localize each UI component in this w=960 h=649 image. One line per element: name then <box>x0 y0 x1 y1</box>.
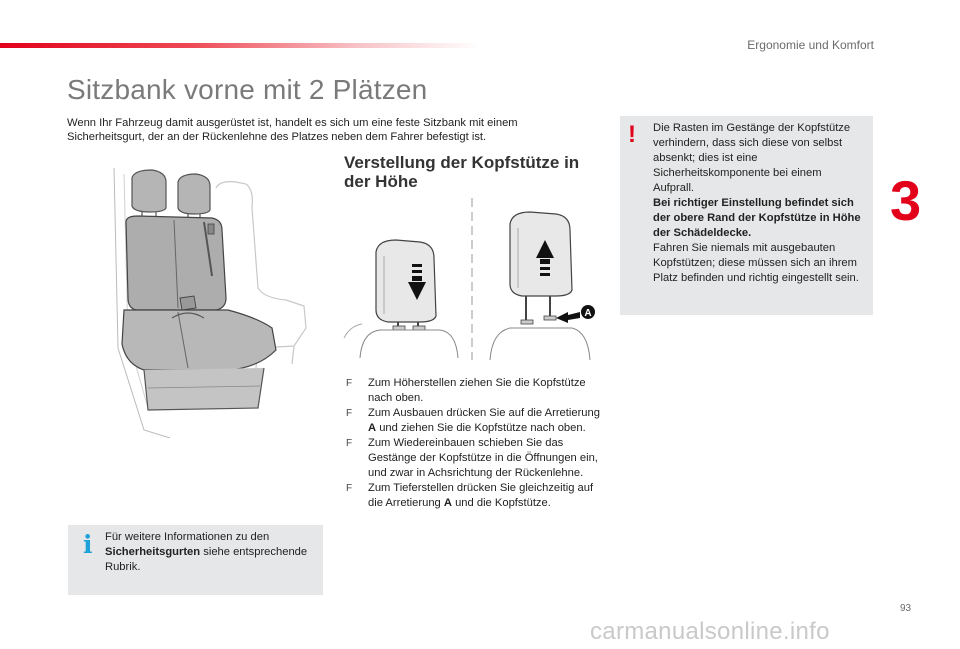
page-number: 93 <box>900 603 912 614</box>
info-text-before: Für weitere Informationen zu den <box>105 531 270 543</box>
instruction-steps <box>346 376 602 511</box>
seat-bench-illustration <box>108 168 312 438</box>
headrest-adjustment-illustration <box>340 198 602 362</box>
info-box <box>68 525 323 595</box>
page-title: Sitzbank vorne mit 2 Plätzen <box>67 74 428 105</box>
header-accent-bar <box>0 43 480 48</box>
step-bullet: F <box>346 408 353 419</box>
warning-text <box>653 121 865 286</box>
info-icon: i <box>83 530 93 559</box>
warning-icon: ! <box>628 121 636 148</box>
section-subheading: Verstellung der Kopfstütze in der Höhe <box>344 153 580 191</box>
warning-text-bold: Bei richtiger Einstellung befindet sich der obere Rand der Kopfstütze in Höhe der Schädeldecke. <box>653 197 861 239</box>
step-highlight: A <box>368 422 377 434</box>
watermark: carmanualsonline.info <box>590 618 830 645</box>
info-text-after: siehe entsprechende Rubrik. <box>105 546 308 573</box>
warning-box <box>620 116 873 315</box>
step-bullet: F <box>346 438 353 449</box>
step-text: und die Kopfstütze. <box>451 497 551 509</box>
step-bullet: F <box>346 378 353 389</box>
info-text-bold: Sicherheitsgurten <box>105 546 201 558</box>
step-text: Zum Höherstellen ziehen Sie die Kopfstütze nach oben. <box>368 377 586 404</box>
section-header: Ergonomie und Komfort <box>747 38 874 52</box>
step-text: und ziehen Sie die Kopfstütze nach oben. <box>376 422 586 434</box>
step-item <box>346 436 602 481</box>
step-text: Zum Ausbauen drücken Sie auf die Arretierung <box>368 407 600 419</box>
chapter-number: 3 <box>890 169 922 232</box>
warning-text-outro: Fahren Sie niemals mit ausgebauten Kopfstützen; diese müssen sich an ihrem Platz befinden und richtig eingestellt sein. <box>653 242 859 284</box>
info-text <box>105 530 317 575</box>
step-text: Zum Tieferstellen drücken Sie gleichzeitig auf die Arretierung <box>368 482 594 509</box>
intro-paragraph: Wenn Ihr Fahrzeug damit ausgerüstet ist, handelt es sich um eine feste Sitzbank mit einem Sicherheitsgurt, der an der Rückenlehne des Platzes neben dem Fahrer befestigt ist. <box>67 117 518 143</box>
warning-text-intro: Die Rasten im Gestänge der Kopfstütze verhindern, dass sich diese von selbst absenkt; dies ist eine Sicherheitskomponente bei einem Aufprall. <box>653 122 851 194</box>
step-text: Zum Wiedereinbauen schieben Sie das Gestänge der Kopfstütze in die Öffnungen ein, und zwar in Achsrichtung der Rückenlehne. <box>368 437 598 479</box>
step-item <box>346 376 602 406</box>
step-highlight: A <box>443 497 452 509</box>
marker-a-label: A <box>584 308 592 319</box>
step-item <box>346 481 602 511</box>
step-bullet: F <box>346 483 353 494</box>
step-item <box>346 406 602 436</box>
